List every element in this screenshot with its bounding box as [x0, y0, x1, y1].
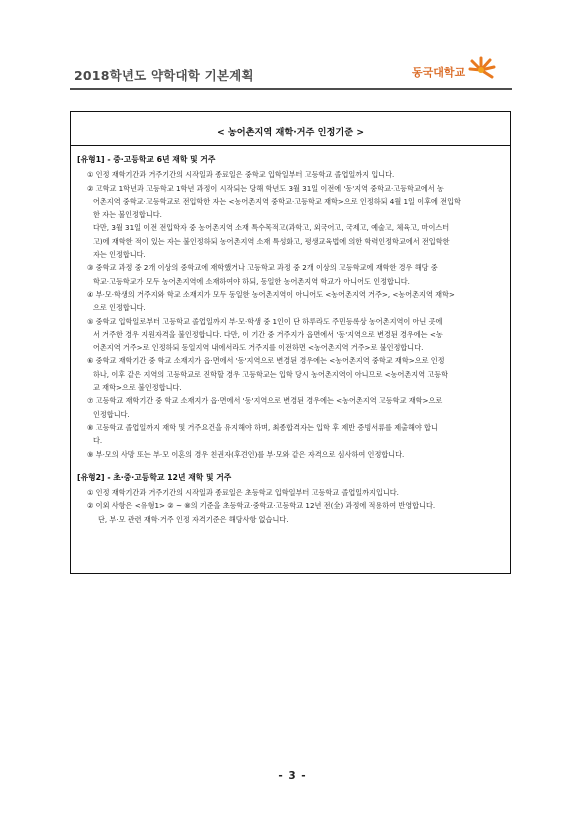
- type1-line: 고)에 재학한 적이 있는 자는 불인정하되 농어촌지역 소재 특성화고, 평생교육법에 의한 학력인정학교에서 전입학한: [93, 236, 450, 246]
- page-number: - 3 -: [278, 770, 307, 782]
- type1-line: 학교·고등학교가 모두 농어촌지역에 소재하여야 하되, 동일한 농어촌지역 학교가 아니어도 인정합니다.: [93, 276, 410, 286]
- type1-line: 서 거주한 경우 지원자격을 불인정합니다. 다만, 이 기간 중 거주지가 읍면에서 '동'지역으로 변경된 경우에는 <농: [93, 329, 443, 339]
- type1-line: ⑨ 부·모의 사망 또는 부·모 이혼의 경우 친권자(후견인)를 부·모와 같은 자격으로 심사하여 인정합니다.: [87, 449, 405, 459]
- university-logo: [412, 56, 496, 82]
- type1-line: 어촌지역 거주>로 인정하되 동일지역 내에서라도 거주지를 이전하면 <농어촌지역 거주>로 불인정합니다.: [93, 343, 424, 353]
- type2-line: 단, 부·모 관련 재학·거주 인정 자격기준은 해당사항 없습니다.: [98, 514, 289, 524]
- type1-line: 다.: [93, 436, 103, 446]
- type1-line: ⑦ 고등학교 재학기간 중 학교 소재지가 읍·면에서 '동'지역으로 변경된 경우에는 <농어촌지역 고등학교 재학>으로: [87, 396, 443, 406]
- criteria-content: [77, 150, 503, 526]
- type1-line: 자는 인정합니다.: [93, 250, 146, 260]
- type1-line: ④ 부·모·학생의 거주지와 학교 소재지가 모두 동일한 농어촌지역이 아니어도 <농어촌지역 거주>, <농어촌지역 재학>: [87, 289, 455, 299]
- type1-line: 다만, 3월 31일 이전 전입학자 중 농어촌지역 소재 특수목적고(과학고, 외국어고, 국제고, 예술고, 체육고, 마이스터: [93, 223, 450, 233]
- header-divider: [70, 88, 512, 90]
- section-heading-type1: [유형1] - 중·고등학교 6년 재학 및 거주: [77, 155, 216, 164]
- header-title: 2018학년도 약학대학 기본계획: [74, 68, 254, 83]
- section-heading-type2: [유형2] - 초·중·고등학교 12년 재학 및 거주: [77, 472, 232, 482]
- type1-line: ③ 중학교 과정 중 2개 이상의 중학교에 재학했거나 고등학교 과정 중 2개 이상의 고등학교에 재학한 경우 해당 중: [87, 263, 438, 273]
- type1-line: 하나, 이후 같은 지역의 고등학교로 진학할 경우 고등학교는 입학 당시 농어촌지역이 아니므로 <농어촌지역 고등학: [93, 369, 449, 379]
- type1-line: 인정합니다.: [93, 409, 130, 419]
- criteria-box: [70, 111, 511, 574]
- criteria-box-divider: [71, 145, 510, 146]
- type1-line: ⑥ 중학교 재학기간 중 학교 소재지가 읍·면에서 '동'지역으로 변경된 경우에는 <농어촌지역 중학교 재학>으로 인정: [87, 356, 445, 366]
- type1-line: 교 재학>으로 불인정합니다.: [93, 383, 182, 393]
- type1-line: ① 인정 재학기간과 거주기간의 시작일과 종료일은 중학교 입학일부터 고등학교 졸업일까지 입니다.: [87, 170, 395, 180]
- type1-line: 한 자는 불인정합니다.: [93, 210, 162, 220]
- type1-line: ⑧ 고등학교 졸업일까지 재학 및 거주요건을 유지해야 하며, 최종합격자는 입학 후 제반 증빙서류를 제출해야 합니: [87, 422, 438, 432]
- type1-line: ② 고학교 1학년과 고등학교 1학년 과정이 시작되는 당해 학년도 3월 31일 이전에 '동'지역 중학교·고등학교에서 농: [87, 183, 444, 193]
- sunburst-logo-icon: [467, 56, 497, 82]
- type1-line: 으로 인정합니다.: [93, 303, 146, 313]
- type2-line: ② 이외 사항은 <유형1> ② ~ ⑧의 기준을 초등학교·중학교·고등학교 12년 전(全) 과정에 적용하여 반영합니다.: [87, 501, 436, 511]
- type1-line: 어촌지역 중학교·고등학교로 전입학한 자는 <농어촌지역 중학교·고등학교 재학>으로 인정하되 4월 1일 이후에 전입학: [93, 196, 461, 206]
- type1-line: ⑤ 중학교 입학일로부터 고등학교 졸업일까지 부·모·학생 중 1인이 단 하루라도 주민등록상 농어촌지역이 아닌 곳에: [87, 316, 443, 326]
- criteria-box-title: < 농어촌지역 재학·거주 인정기준 >: [216, 127, 365, 138]
- logo-text: 동국대학교: [412, 66, 466, 79]
- type2-line: ① 인정 재학기간과 거주기간의 시작일과 종료일은 초등학교 입학일부터 고등학교 졸업일까지입니다.: [87, 488, 399, 498]
